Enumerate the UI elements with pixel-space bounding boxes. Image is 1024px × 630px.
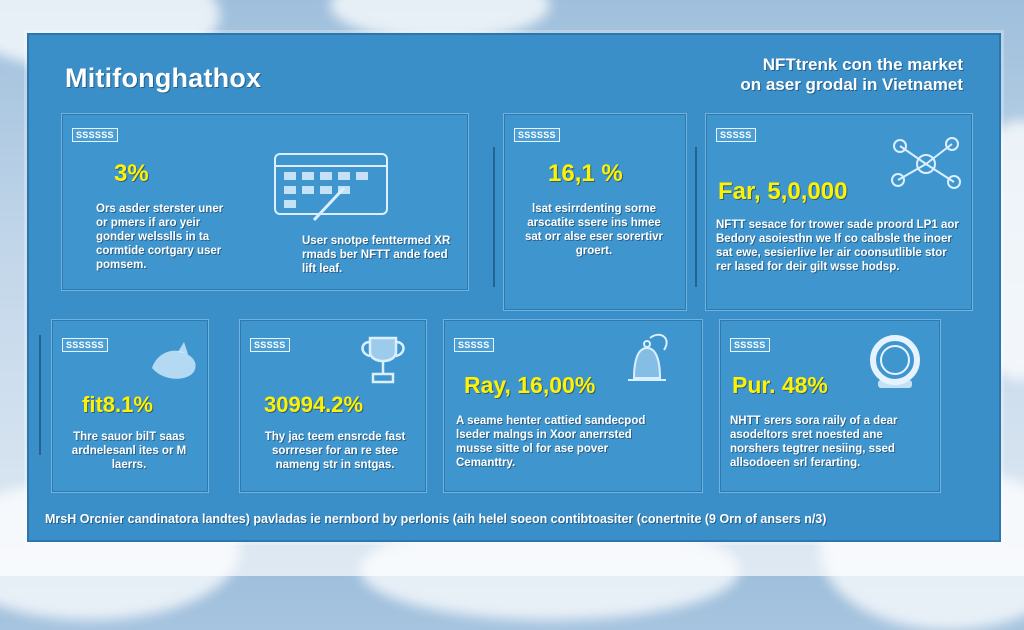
stat-card-1 xyxy=(61,113,469,291)
stat-card-4 xyxy=(51,319,209,493)
card-value: 30994.2% xyxy=(264,392,364,417)
stat-card-3 xyxy=(705,113,973,311)
footer-note: MrsH Orcnier candinatora landtes) pavladas ie nernbord by perlonis (aih helel soeon contibtoasiter (conertnite (9 Orn of ansers n/3) xyxy=(45,512,827,526)
card-tag: SSSSS xyxy=(730,338,770,352)
card-text-secondary: User snotpe fenttermed XR rmads ber NFTT ande foed lift leaf. xyxy=(302,235,451,275)
headline-line-2: on aser grodal in Vietnamet xyxy=(740,75,963,94)
headline xyxy=(740,55,963,95)
card-text: lsat esirrdenting sorne arscatite ssere ins hmee sat orr alse eser sorertivr groert. xyxy=(524,203,664,257)
trophy-icon xyxy=(358,334,408,388)
card-tag: SSSSS xyxy=(716,128,756,142)
stat-card-5 xyxy=(239,319,427,493)
card-text: NFTT sesace for trower sade proord LP1 aor Bedory asoiesthn we If co calbsle the inoer sat ewe, sesierlive ler air coonsutlible stor rer lased for deir gilt wsse hodsp. xyxy=(716,219,959,273)
card-text: Thre sauor bilT saas ardnelesanl ites or M laerrs. xyxy=(71,431,187,471)
divider xyxy=(695,147,697,287)
card-value: Pur. 48% xyxy=(732,372,828,398)
card-text: Thy jac teem ensrcde fast sorrreser for an re stee nameng str in sntgas. xyxy=(264,431,406,471)
divider xyxy=(493,147,495,287)
bird-icon xyxy=(148,342,200,384)
infographic-panel xyxy=(27,33,1001,542)
card-tag: SSSSSS xyxy=(62,338,108,352)
card-value: 16,1 % xyxy=(548,160,623,187)
card-tag: SSSSSS xyxy=(72,128,118,142)
stat-card-2 xyxy=(503,113,687,311)
card-value: 3% xyxy=(114,160,149,187)
network-icon xyxy=(886,132,966,196)
card-value: Ray, 16,00% xyxy=(464,372,596,398)
card-text: Ors asder sterster uner or pmers if aro yeir gonder welsslls in ta cormtide cortgary user pomsem. xyxy=(96,203,224,271)
card-tag: SSSSSS xyxy=(514,128,560,142)
page-title: Mitifonghathox xyxy=(65,63,262,93)
bell-icon xyxy=(620,330,674,394)
card-value: Far, 5,0,000 xyxy=(718,178,848,205)
headline-line-1: NFTtrenk con the market xyxy=(762,55,963,74)
card-text: NHTT srers sora raily of a dear asodeltors sret noested ane norshers tegtrer nesiing, ssed allsodoeen srl ferarting. xyxy=(730,415,898,469)
divider xyxy=(39,335,41,455)
ring-icon xyxy=(864,334,926,392)
card-text: A seame henter cattied sandecpod lseder malngs in Xoor anerrsted musse sitte ol for ase pover Cemanttry. xyxy=(456,415,646,469)
stat-card-6 xyxy=(443,319,703,493)
stat-card-7 xyxy=(719,319,941,493)
card-tag: SSSSS xyxy=(250,338,290,352)
card-tag: SSSSS xyxy=(454,338,494,352)
calendar-icon xyxy=(274,150,392,220)
card-value: fit8.1% xyxy=(82,392,153,417)
